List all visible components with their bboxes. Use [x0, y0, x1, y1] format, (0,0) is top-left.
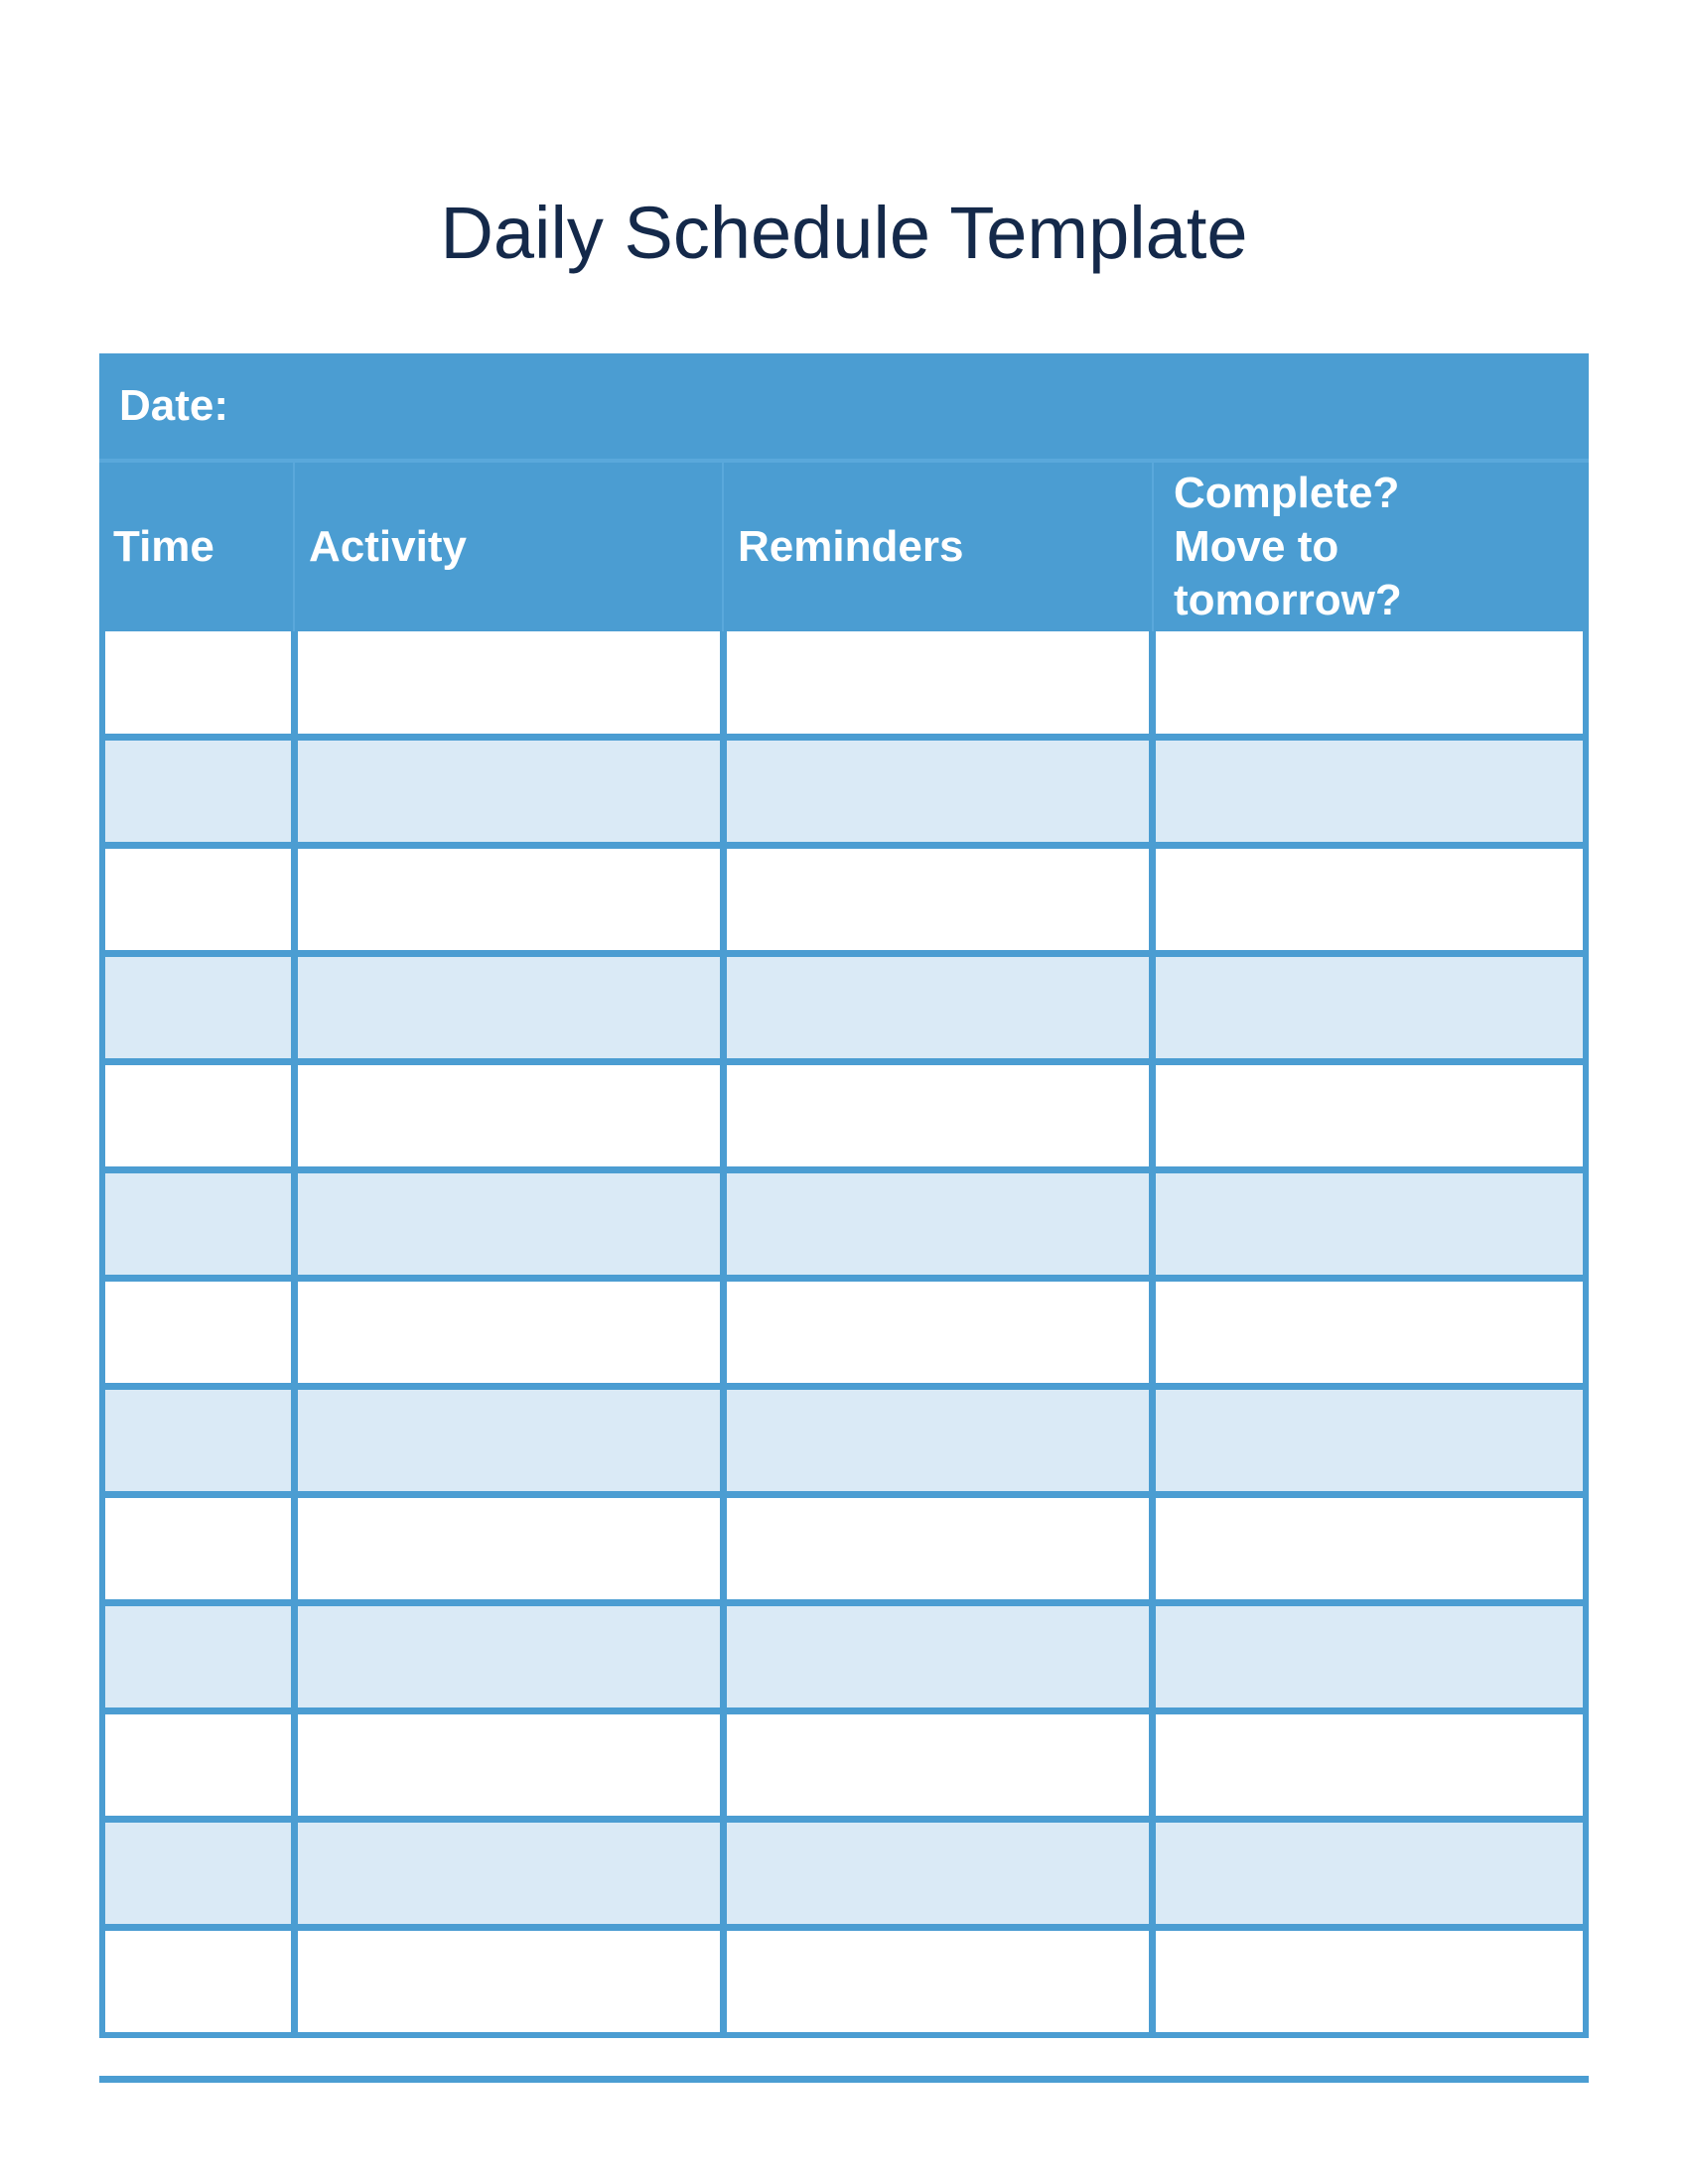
table-body — [99, 631, 1589, 2038]
cell-reminders[interactable] — [727, 741, 1156, 842]
cell-activity[interactable] — [298, 1714, 727, 1816]
cell-activity[interactable] — [298, 1606, 727, 1707]
cell-complete[interactable] — [1156, 1390, 1583, 1491]
cell-complete[interactable] — [1156, 1714, 1583, 1816]
cell-time[interactable] — [105, 1390, 298, 1491]
cell-time[interactable] — [105, 1173, 298, 1275]
date-label: Date: — [119, 381, 229, 430]
cell-reminders[interactable] — [727, 1498, 1156, 1599]
cell-time[interactable] — [105, 631, 298, 734]
table-row — [105, 1383, 1583, 1491]
header-row — [99, 459, 1589, 631]
cell-reminders[interactable] — [727, 1931, 1156, 2032]
cell-time[interactable] — [105, 1065, 298, 1166]
cell-activity[interactable] — [298, 849, 727, 950]
table-row — [105, 1166, 1583, 1275]
cell-reminders[interactable] — [727, 1606, 1156, 1707]
cell-activity[interactable] — [298, 1065, 727, 1166]
cell-time[interactable] — [105, 957, 298, 1058]
table-row — [105, 1491, 1583, 1599]
cell-complete[interactable] — [1156, 1282, 1583, 1383]
cell-reminders[interactable] — [727, 1714, 1156, 1816]
cell-activity[interactable] — [298, 957, 727, 1058]
cell-activity[interactable] — [298, 631, 727, 734]
table-row — [105, 734, 1583, 842]
cell-time[interactable] — [105, 1931, 298, 2032]
cell-complete[interactable] — [1156, 1823, 1583, 1924]
table-row — [105, 1924, 1583, 2032]
column-header-activity: Activity — [295, 463, 724, 631]
cell-time[interactable] — [105, 1498, 298, 1599]
table-row — [105, 1707, 1583, 1816]
cell-complete[interactable] — [1156, 849, 1583, 950]
cell-time[interactable] — [105, 1714, 298, 1816]
cell-activity[interactable] — [298, 1931, 727, 2032]
cell-activity[interactable] — [298, 1173, 727, 1275]
cell-reminders[interactable] — [727, 957, 1156, 1058]
cell-complete[interactable] — [1156, 1173, 1583, 1275]
table-row — [105, 950, 1583, 1058]
column-header-reminders: Reminders — [724, 463, 1154, 631]
cell-complete[interactable] — [1156, 1065, 1583, 1166]
table-row — [105, 1599, 1583, 1707]
cell-activity[interactable] — [298, 741, 727, 842]
date-bar — [99, 353, 1589, 459]
footer-rule — [99, 2076, 1589, 2083]
table-row — [105, 1816, 1583, 1924]
cell-time[interactable] — [105, 741, 298, 842]
table-row — [105, 1275, 1583, 1383]
cell-complete[interactable] — [1156, 741, 1583, 842]
cell-activity[interactable] — [298, 1390, 727, 1491]
table-row — [105, 1058, 1583, 1166]
cell-time[interactable] — [105, 849, 298, 950]
page-title: Daily Schedule Template — [440, 192, 1248, 274]
cell-complete[interactable] — [1156, 1498, 1583, 1599]
table-row — [105, 842, 1583, 950]
column-header-time: Time — [99, 463, 295, 631]
cell-reminders[interactable] — [727, 1173, 1156, 1275]
cell-time[interactable] — [105, 1606, 298, 1707]
cell-complete[interactable] — [1156, 1931, 1583, 2032]
cell-complete[interactable] — [1156, 631, 1583, 734]
cell-reminders[interactable] — [727, 1282, 1156, 1383]
column-header-complete: Complete? Move to tomorrow? — [1174, 469, 1402, 624]
cell-reminders[interactable] — [727, 1390, 1156, 1491]
cell-activity[interactable] — [298, 1282, 727, 1383]
schedule-table — [99, 353, 1589, 2038]
cell-time[interactable] — [105, 1282, 298, 1383]
cell-reminders[interactable] — [727, 1823, 1156, 1924]
cell-complete[interactable] — [1156, 1606, 1583, 1707]
table-row — [105, 631, 1583, 734]
cell-reminders[interactable] — [727, 1065, 1156, 1166]
cell-time[interactable] — [105, 1823, 298, 1924]
cell-complete[interactable] — [1156, 957, 1583, 1058]
cell-reminders[interactable] — [727, 849, 1156, 950]
cell-activity[interactable] — [298, 1498, 727, 1599]
cell-reminders[interactable] — [727, 631, 1156, 734]
cell-activity[interactable] — [298, 1823, 727, 1924]
